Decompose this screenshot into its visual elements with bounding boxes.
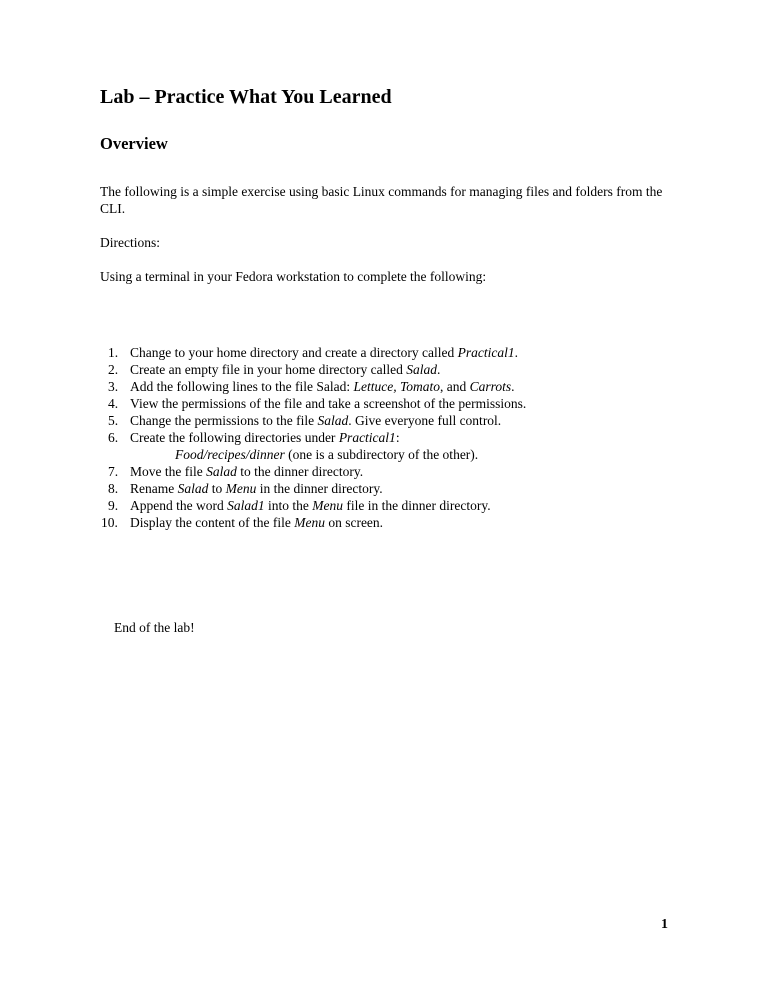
italic-term: Salad — [177, 481, 209, 496]
italic-term: Menu — [312, 498, 343, 513]
step-text: Rename — [130, 481, 178, 496]
directions-label: Directions: — [100, 235, 160, 250]
intro-paragraph: The following is a simple exercise using basic Linux commands for managing files and folders from the CLI. — [100, 184, 663, 216]
step-text: file in the dinner directory. — [343, 498, 491, 513]
step-text: . — [511, 379, 515, 394]
italic-term: Salad — [206, 464, 237, 479]
step-text: Move the file — [130, 464, 207, 479]
step-number: 5. — [108, 413, 119, 428]
step-text: to the dinner directory. — [236, 464, 364, 479]
italic-term: Menu — [294, 515, 325, 530]
list-item — [100, 463, 526, 480]
steps-list — [100, 344, 526, 531]
step-text: Display the content of the file — [130, 515, 295, 530]
list-item — [100, 412, 526, 429]
list-item — [100, 378, 526, 395]
step-text: on screen. — [324, 515, 384, 530]
overview-heading: Overview — [100, 134, 168, 153]
step-text: View the permissions of the file and take a screenshot of the permissions. — [130, 396, 527, 411]
italic-term: Salad1 — [227, 498, 265, 513]
step-text: Change to your home directory and create a directory called — [130, 345, 458, 360]
step-text: Create the following directories under — [130, 430, 339, 445]
step-number: 10. — [101, 515, 118, 530]
end-note: End of the lab! — [114, 620, 195, 635]
document-title: Lab – Practice What You Learned — [100, 86, 392, 108]
step-text: Create an empty file in your home directory called — [130, 362, 407, 377]
step-text: Add the following lines to the file Salad: — [130, 379, 354, 394]
step-text: . Give everyone full control. — [348, 413, 502, 428]
step-sub-line — [130, 446, 526, 463]
list-item — [100, 344, 526, 361]
italic-term: Carrots — [469, 379, 512, 394]
step-number: 3. — [108, 379, 119, 394]
step-text: Append the word — [130, 498, 228, 513]
step-number: 6. — [108, 430, 119, 445]
italic-term: Lettuce, Tomato — [353, 379, 440, 394]
list-item — [100, 480, 526, 497]
italic-term: Salad — [406, 362, 438, 377]
step-number: 4. — [108, 396, 119, 411]
list-item — [100, 429, 526, 463]
instructions-paragraph: Using a terminal in your Fedora workstation to complete the following: — [100, 269, 487, 284]
italic-term: Salad — [317, 413, 349, 428]
list-item — [100, 361, 526, 378]
step-number: 9. — [108, 498, 119, 513]
step-text: . — [437, 362, 441, 377]
step-text: into the — [264, 498, 313, 513]
italic-term: Practical1 — [457, 345, 515, 360]
page-number: 1 — [661, 917, 668, 932]
list-item — [100, 497, 526, 514]
step-text: : — [395, 430, 400, 445]
step-number: 8. — [108, 481, 119, 496]
step-text: , and — [439, 379, 470, 394]
italic-term: Practical1 — [338, 430, 396, 445]
step-text: to — [208, 481, 226, 496]
step-number: 2. — [108, 362, 119, 377]
step-text: (one is a subdirectory of the other). — [284, 447, 479, 462]
step-text: . — [514, 345, 518, 360]
list-item — [100, 395, 526, 412]
step-text: Change the permissions to the file — [130, 413, 318, 428]
step-number: 7. — [108, 464, 119, 479]
italic-term: Food/recipes/dinner — [175, 447, 285, 462]
list-item — [100, 514, 526, 531]
step-text: in the dinner directory. — [256, 481, 383, 496]
step-number: 1. — [108, 345, 119, 360]
italic-term: Menu — [225, 481, 257, 496]
